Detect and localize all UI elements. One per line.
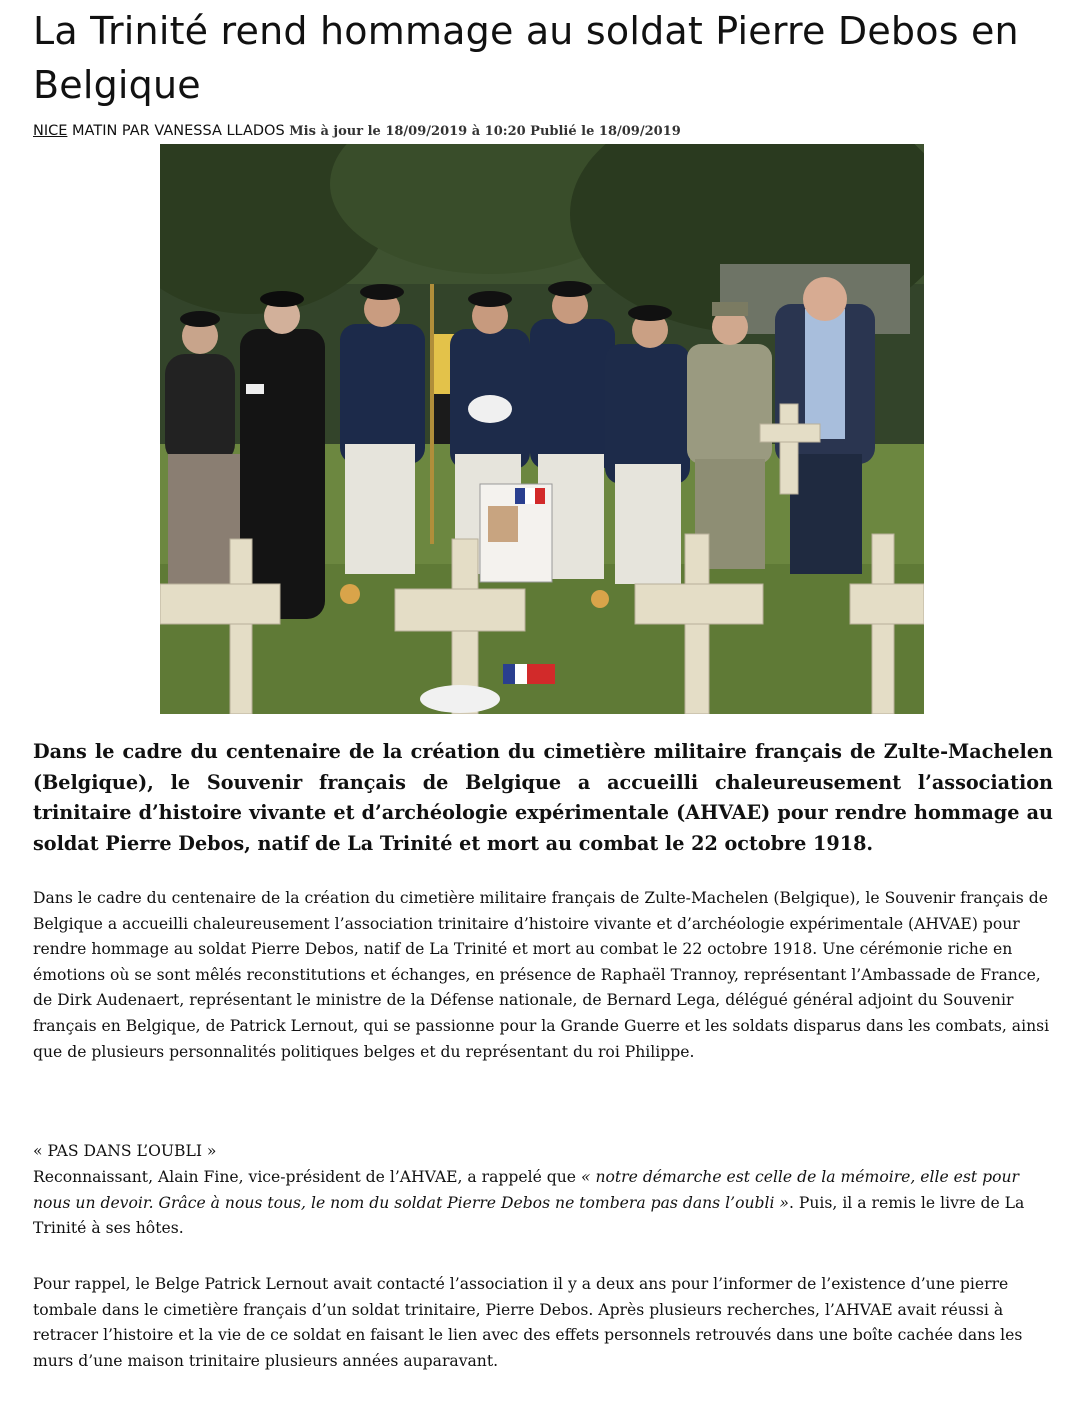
article-lede: Dans le cadre du centenaire de la création du cimetière militaire français de Zulte-Machelen (Belgique), le Souvenir français de Belgique a accueilli chaleureusement l’association trinitaire d’histoire vivante et d’archéologie expérimentale (AHVAE) pour rendre hommage au soldat Pierre Debos, natif de La Trinité et mort au combat le 22 octobre 1918. xyxy=(33,740,1053,855)
paragraph-text: Reconnaissant, Alain Fine, vice-président de l’AHVAE, a rappelé que xyxy=(33,1168,581,1186)
person-soldier-1 xyxy=(340,284,425,574)
article-paragraph-quote xyxy=(33,1165,1053,1242)
byline xyxy=(33,121,681,142)
author-line: MATIN PAR VANESSA LLADOS xyxy=(67,123,290,139)
portrait-panel xyxy=(480,484,552,582)
source-link[interactable]: NICE xyxy=(33,123,68,139)
person-priest xyxy=(240,291,325,619)
publication-dates: Mis à jour le 18/09/2019 à 10:20 Publié le 18/09/2019 xyxy=(289,124,681,139)
quote-text: « notre démarche est celle de la mémoire, elle est pour nous un devoir. Grâce à nous tous, le nom du soldat Pierre Debos ne tombera pas dans l’oubli » xyxy=(33,1168,1019,1212)
person-soldier-4 xyxy=(605,305,690,584)
section-subheading: « PAS DANS L’OUBLI » xyxy=(33,1142,217,1160)
article-paragraph: Dans le cadre du centenaire de la création du cimetière militaire français de Zulte-Machelen (Belgique), le Souvenir français de Belgique a accueilli chaleureusement l’association trinitaire d’histoire vivante et d’archéologie expérimentale (AHVAE) pour rendre hommage au soldat Pierre Debos, natif de La Trinité et mort au combat le 22 octobre 1918. Une cérémonie riche en émotions où se sont mêlés reconstitutions et échanges, en présence de Raphaël Trannoy, représentant l’Ambassade de France, de Dirk Audenaert, représentant le ministre de la Défense nationale, de Bernard Lega, délégué général adjoint du Souvenir français en Belgique, de Patrick Lernout, qui se passionne pour la Grande Guerre et les soldats disparus dans les combats, ainsi que de plusieurs personnalités politiques belges et du représentant du roi Philippe. xyxy=(33,889,1050,1061)
paragraph-text: . Puis, il a remis le livre de La Trinité à ses hôtes. xyxy=(33,1193,1025,1238)
article-headline: La Trinité rend hommage au soldat Pierre Debos en Belgique xyxy=(33,9,1019,107)
article-photo xyxy=(160,144,924,714)
article-paragraph: Pour rappel, le Belge Patrick Lernout avait contacté l’association il y a deux ans pour l’informer de l’existence d’une pierre tombale dans le cimetière français d’un soldat trinitaire, Pierre Debos. Après plusieurs recherches, l’AHVAE avait réussi à retracer l’histoire et la vie de ce soldat en faisant le lien avec des effets personnels retrouvés dans une boîte cachée dans les murs d’une maison trinitaire plusieurs années auparavant. xyxy=(33,1275,1023,1370)
